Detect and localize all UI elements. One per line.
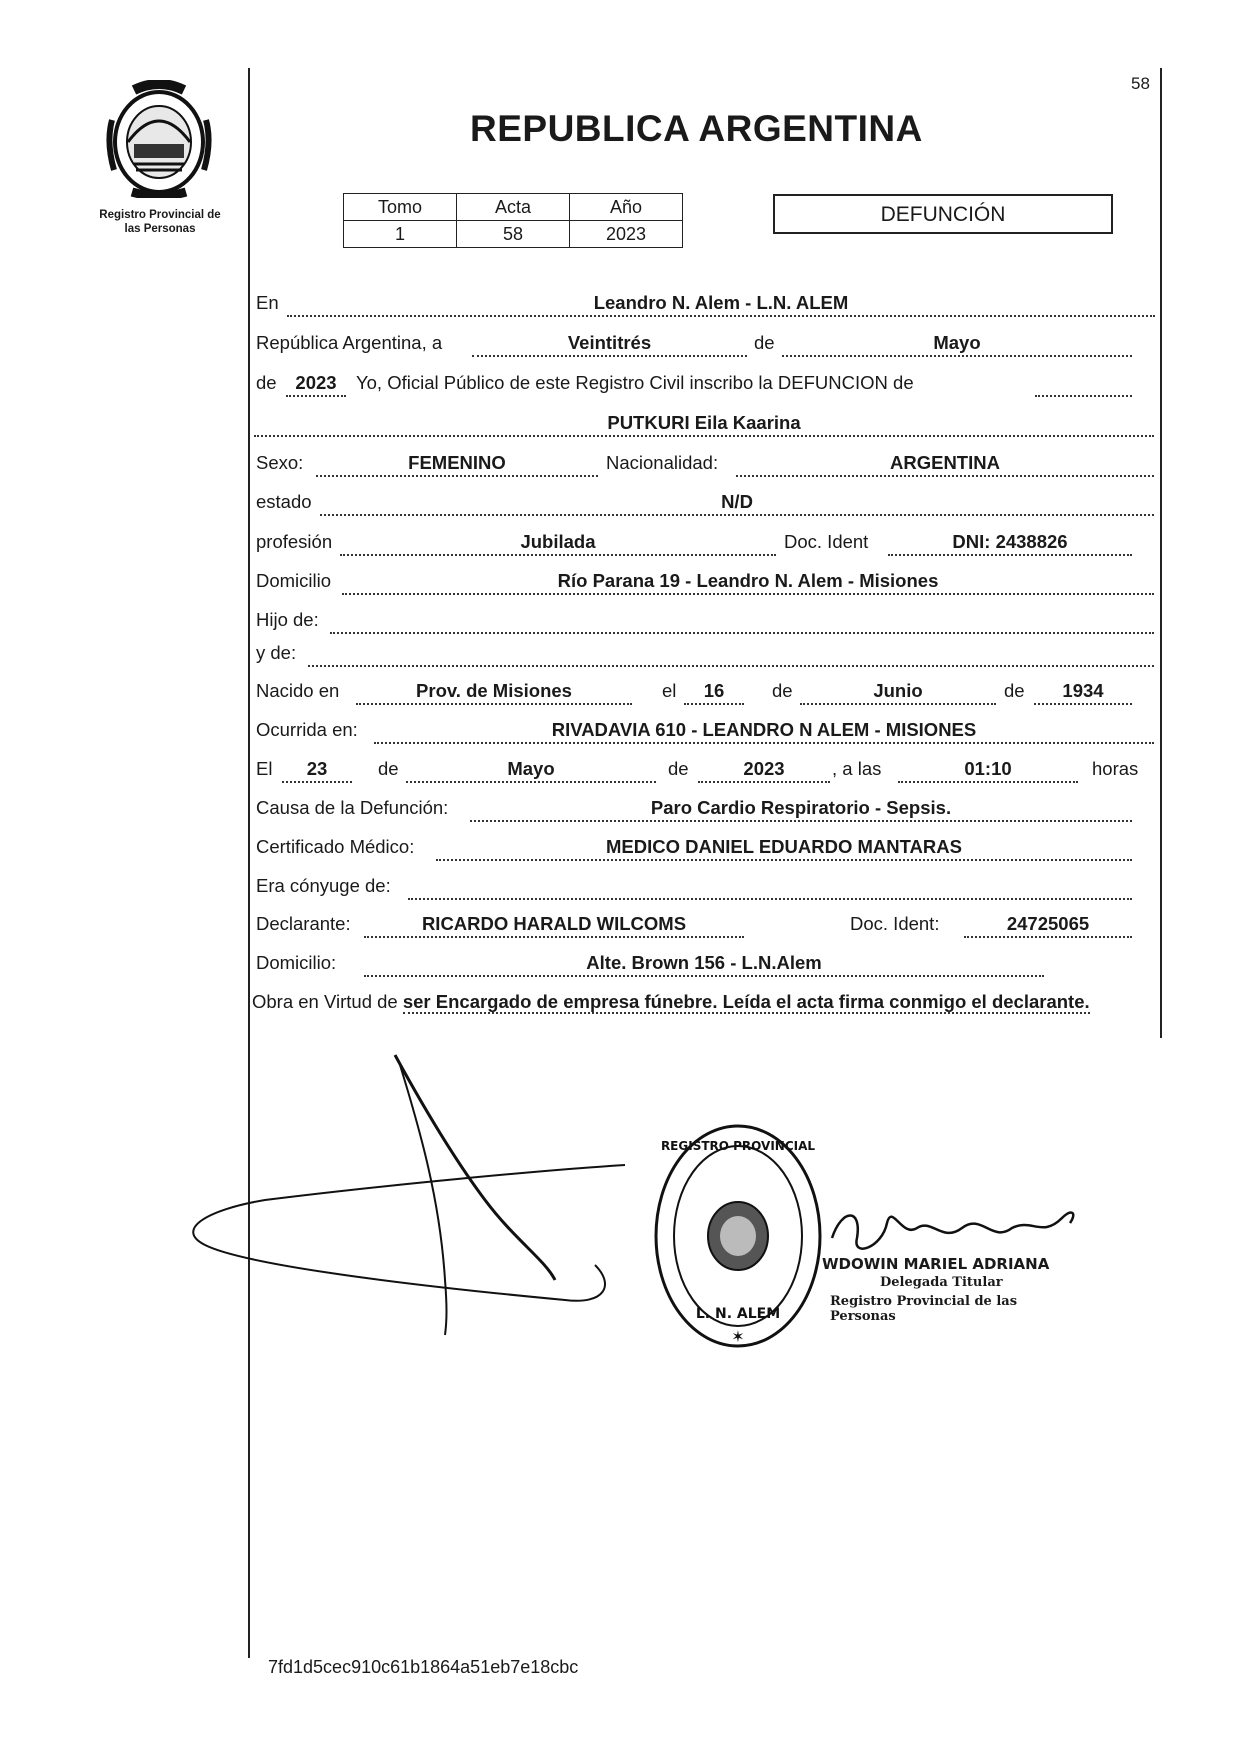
svg-text:REGISTRO PROVINCIAL: REGISTRO PROVINCIAL [660, 1139, 816, 1153]
row-ocurrida [252, 717, 1157, 747]
provincial-crest [104, 80, 214, 198]
doc-ident-label: Doc. Ident [784, 531, 869, 552]
ocurrida-label: Ocurrida en: [256, 719, 358, 740]
row-nacido [252, 678, 1157, 708]
def-hora: 01:10 [898, 756, 1078, 783]
registry-caption [80, 208, 240, 236]
obra-value: ser Encargado de empresa fúnebre. Leída el acta firma conmigo el declarante. [402, 991, 1090, 1012]
row-fecha [252, 330, 1157, 360]
nombre-value: PUTKURI Eila Kaarina [254, 410, 1154, 437]
doc-ident-value: DNI: 2438826 [888, 529, 1132, 556]
signatory-block [822, 1255, 1082, 1324]
conyuge-value [408, 873, 1132, 900]
decl-dom-label: Domicilio: [256, 952, 337, 973]
nac-anio: 1934 [1034, 678, 1132, 705]
record-header-acta: Acta [457, 194, 570, 221]
crest-icon [104, 80, 214, 198]
mes-value: Mayo [782, 330, 1132, 357]
hijo-label: Hijo de: [256, 609, 319, 630]
nac-de2-label: de [1004, 680, 1025, 701]
def-dia: 23 [282, 756, 352, 783]
row-yde [252, 640, 1157, 670]
profesion-label: profesión [256, 531, 333, 552]
row-conyuge [252, 873, 1157, 903]
page-title: REPUBLICA ARGENTINA [470, 108, 923, 149]
record-header-tomo: Tomo [344, 194, 457, 221]
yde-value [308, 640, 1154, 667]
footer-hash: 7fd1d5cec910c61b1864a51eb7e18cbc [268, 1657, 579, 1677]
domicilio-label: Domicilio [256, 570, 332, 591]
obra-label: Obra en Virtud de [252, 991, 398, 1012]
row-decl-domicilio [252, 950, 1157, 980]
signatory-office: Registro Provincial de las Personas [830, 1294, 1018, 1324]
sexo-value: FEMENINO [316, 450, 598, 477]
official-stamp [652, 1120, 824, 1352]
el-label: el [662, 680, 677, 701]
def-mes: Mayo [406, 756, 656, 783]
de-label: de [754, 332, 775, 353]
registry-caption-line2: las Personas [124, 223, 196, 235]
nac-de1-label: de [772, 680, 793, 701]
row-hijo [252, 607, 1157, 637]
obra-paragraph [252, 988, 1157, 1016]
row-sexo [252, 450, 1157, 480]
signatory-role: Delegada Titular [880, 1275, 1003, 1290]
certificado-value: MEDICO DANIEL EDUARDO MANTARAS [436, 834, 1132, 861]
republica-label: República Argentina, a [256, 332, 443, 353]
right-margin-line [1160, 68, 1162, 1038]
row-yo [252, 370, 1157, 400]
row-domicilio [252, 568, 1157, 598]
estado-value: N/D [320, 489, 1154, 516]
row-fecha-defuncion [252, 756, 1157, 786]
svg-text:✶: ✶ [731, 1329, 745, 1346]
nac-dia: 16 [684, 678, 744, 705]
def-de2-label: de [668, 758, 689, 779]
nac-mes: Junio [800, 678, 996, 705]
ocurrida-value: RIVADAVIA 610 - LEANDRO N ALEM - MISIONES [374, 717, 1154, 744]
domicilio-value: Río Parana 19 - Leandro N. Alem - Misiones [342, 568, 1154, 595]
estado-label: estado [256, 491, 312, 512]
row-profesion [252, 529, 1157, 559]
record-value-acta: 58 [457, 221, 570, 248]
yo-trailing-dots [1035, 370, 1132, 397]
stamp-inner-text: L. N. ALEM [695, 1306, 781, 1322]
document-type-box: DEFUNCIÓN [773, 194, 1113, 234]
en-label: En [256, 292, 279, 313]
def-anio: 2023 [698, 756, 830, 783]
decl-doc-label: Doc. Ident: [850, 913, 940, 934]
dia-value: Veintitrés [472, 330, 747, 357]
nacido-value: Prov. de Misiones [356, 678, 632, 705]
alas-label: , a las [832, 758, 882, 779]
record-box [343, 193, 683, 248]
anio-value: 2023 [286, 370, 346, 397]
row-declarante [252, 911, 1157, 941]
nacido-label: Nacido en [256, 680, 340, 701]
nacionalidad-value: ARGENTINA [736, 450, 1154, 477]
decl-doc-value: 24725065 [964, 911, 1132, 938]
en-value: Leandro N. Alem - L.N. ALEM [287, 290, 1155, 317]
horas-label: horas [1092, 758, 1139, 779]
declarante-label: Declarante: [256, 913, 351, 934]
profesion-value: Jubilada [340, 529, 776, 556]
sexo-label: Sexo: [256, 452, 304, 473]
yo-text: Yo, Oficial Público de este Registro Civil inscribo la DEFUNCION de [356, 372, 914, 393]
causa-label: Causa de la Defunción: [256, 797, 449, 818]
de2-label: de [256, 372, 277, 393]
record-value-anio: 2023 [570, 221, 683, 248]
certificado-label: Certificado Médico: [256, 836, 415, 857]
def-de1-label: de [378, 758, 399, 779]
declarante-value: RICARDO HARALD WILCOMS [364, 911, 744, 938]
registry-caption-line1: Registro Provincial de [99, 209, 221, 221]
signatory-name: WDOWIN MARIEL ADRIANA [822, 1255, 1050, 1273]
declarant-signature [185, 1050, 655, 1350]
record-header-anio: Año [570, 194, 683, 221]
causa-value: Paro Cardio Respiratorio - Sepsis. [470, 795, 1132, 822]
conyuge-label: Era cónyuge de: [256, 875, 391, 896]
row-estado [252, 489, 1157, 519]
decl-dom-value: Alte. Brown 156 - L.N.Alem [364, 950, 1044, 977]
row-certificado [252, 834, 1157, 864]
nacionalidad-label: Nacionalidad: [606, 452, 719, 473]
yde-label: y de: [256, 642, 297, 663]
el2-label: El [256, 758, 273, 779]
left-margin-line [248, 68, 250, 1658]
page-number: 58 [1131, 74, 1150, 93]
hijo-value [330, 607, 1154, 634]
row-en [252, 290, 1157, 320]
row-causa [252, 795, 1157, 825]
row-nombre [252, 410, 1157, 440]
record-value-tomo: 1 [344, 221, 457, 248]
